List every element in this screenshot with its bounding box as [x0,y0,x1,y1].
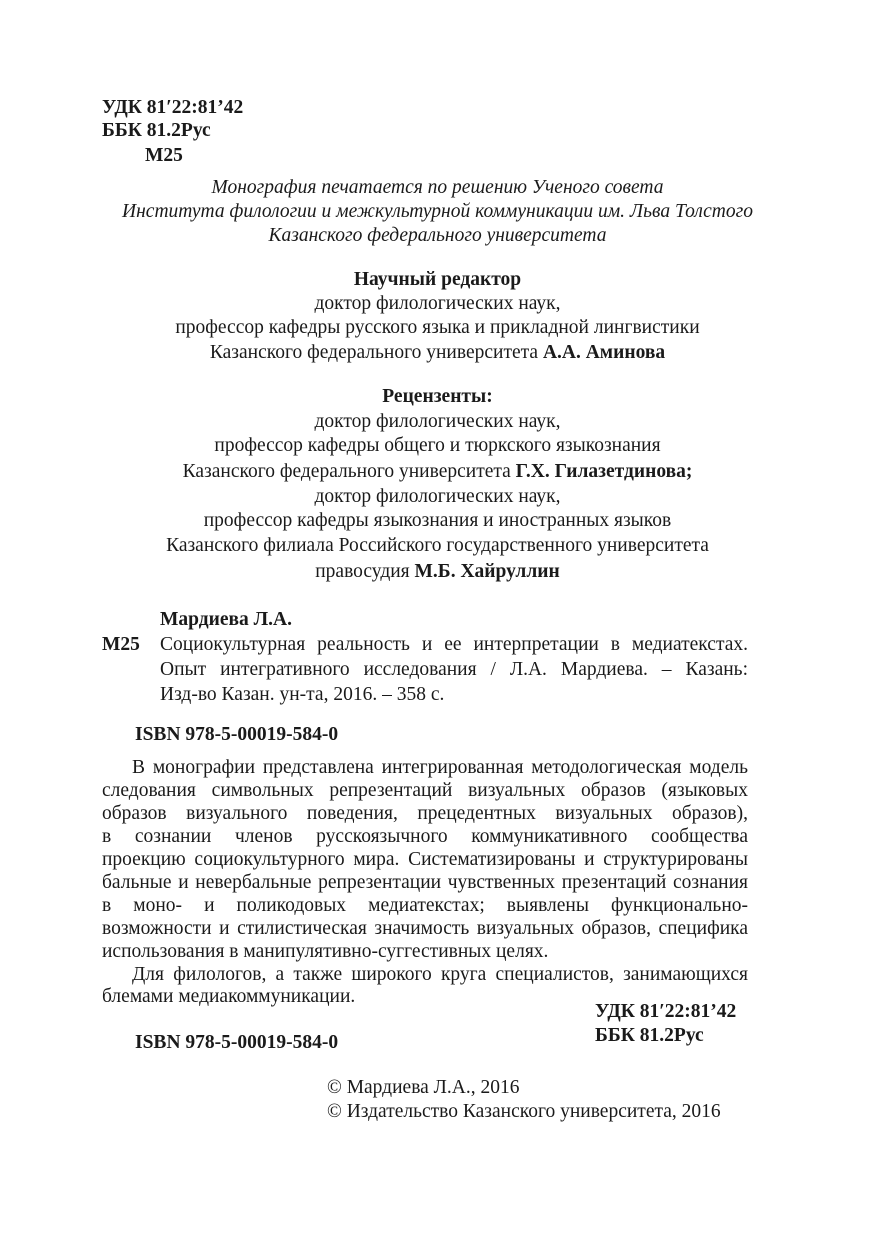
approval-line: Казанского федерального университета [268,225,607,246]
reviewer-name: М.Б. Хайруллин [414,561,560,582]
approval-line: Института филологии и межкультурной коммуникации им. Льва Толстого [122,201,753,222]
reviewer-line: доктор филологических наук, [314,411,561,432]
reviewers-heading: Рецензенты: [382,386,493,407]
reviewer-affiliation: правосудия [315,561,415,582]
bib-line: Социокультурная реальность и ее интерпретации в медиатекстах. [160,634,748,655]
copyright-line: © Мардиева Л.А., 2016 [327,1077,520,1098]
header-udk: УДК 81′22:81’42 [102,97,244,118]
footer-isbn: ISBN 978-5-00019-584-0 [135,1032,339,1053]
abstract-line: проекцию социокультурного мира. Систематизированы и структурированы [102,849,748,870]
abstract-line: образов визуального поведения, прецедентных визуальных образов), [102,803,748,824]
abstract-line: блемами медиакоммуникации. [102,986,356,1007]
header-author-mark: М25 [145,145,183,166]
editor-line: профессор кафедры русского языка и прикладной лингвистики [175,317,700,338]
bib-line: Опыт интегративного исследования / Л.А. Мардиева. – Казань: [160,659,748,680]
footer-udk: УДК 81′22:81’42 [595,1001,737,1022]
bib-mark: М25 [102,634,140,655]
bib-line: Изд-во Казан. ун-та, 2016. – 358 с. [160,684,445,705]
editor-heading: Научный редактор [353,269,522,290]
reviewer-line: доктор филологических наук, [314,486,561,507]
abstract-line: в сознании членов русскоязычного коммуникативного сообщества [102,826,748,847]
reviewer-line: профессор кафедры общего и тюркского языкознания [214,435,661,456]
editor-line: доктор филологических наук, [314,293,561,314]
reviewer-name: Г.Х. Гилазетдинова; [515,461,693,482]
editor-affiliation: Казанского федерального университета [209,342,543,363]
copyright-line: © Издательство Казанского университета, 2016 [327,1101,721,1122]
reviewer-affiliation: Казанского федерального университета [182,461,516,482]
reviewer-line [0,460,875,484]
abstract-line: возможности и стилистическая значимость визуальных образов, специфика [102,918,748,939]
approval-line: Монография печатается по решению Ученого совета [211,177,664,198]
footer-bbk: ББК 81.2Рус [595,1025,704,1046]
header-bbk: ББК 81.2Рус [102,120,211,141]
abstract-line: использования в манипулятивно-суггестивных целях. [102,941,549,962]
abstract-line: следования символьных репрезентаций визуальных образов (языковых [102,780,748,801]
reviewer-line [0,560,875,584]
editor-name: А.А. Аминова [542,342,666,363]
reviewer-line: Казанского филиала Российского государственного университета [166,535,709,556]
abstract-line: бальные и невербальные репрезентации чувственных презентаций сознания [102,872,748,893]
bib-isbn: ISBN 978-5-00019-584-0 [135,724,339,745]
abstract-line: в моно- и поликодовых медиатекстах; выявлены функционально- [102,895,748,916]
reviewer-line: профессор кафедры языкознания и иностранных языков [203,510,672,531]
bib-author: Мардиева Л.А. [160,609,293,630]
abstract-line: В монографии представлена интегрированная методологическая модель [132,757,748,778]
abstract-line: Для филологов, а также широкого круга специалистов, занимающихся [132,964,748,985]
editor-line [0,341,875,365]
